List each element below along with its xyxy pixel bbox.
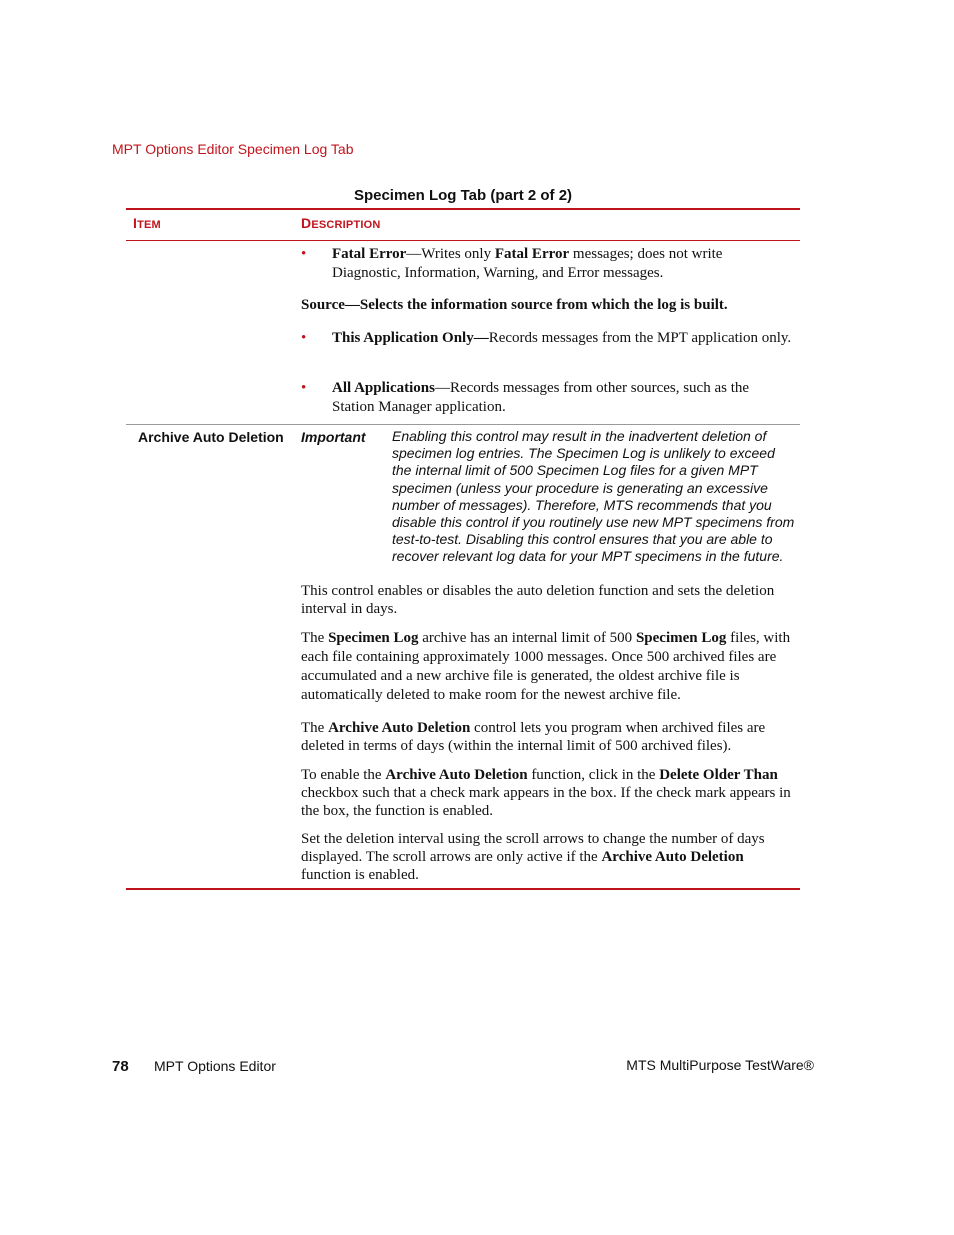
paragraph-archive-auto-deletion: The Archive Auto Deletion control lets you program when archived files are deleted in terms of days (within the internal limit of 500 archived files). (301, 720, 766, 754)
header-bottom-rule (126, 240, 800, 241)
list-item-all-applications: • All Applications—Records messages from other sources, such as the Station Manager application. (301, 380, 750, 415)
column-header-item: ITEM (133, 215, 161, 231)
page-number: 78 (112, 1058, 129, 1075)
footer-chapter: MPT Options Editor (154, 1058, 276, 1074)
bullet-icon: • (301, 246, 307, 262)
list-item-this-application-only: • This Application Only—Records messages from the MPT application only. (301, 330, 792, 346)
footer-product: MTS MultiPurpose TestWare® (626, 1057, 814, 1073)
bullet-icon: • (301, 380, 307, 396)
paragraph-deletion-interval: Set the deletion interval using the scroll arrows to change the number of days displayed. The scroll arrows are only active if the Archive Auto Deletion function is enabled. (301, 831, 765, 883)
paragraph-enable-steps: To enable the Archive Auto Deletion function, click in the Delete Older Than checkbox such that a check mark appears in the box. If the check mark appears in the box, the function is enabled. (301, 767, 791, 819)
paragraph-archive-limit: The Specimen Log archive has an internal limit of 500 Specimen Log files, with each file containing approximately 1000 messages. Once 500 archived files are accumulated and a new archive file is generated, the oldest archive file is automatically deleted to make room for the newest archive file. (301, 630, 791, 703)
table-bottom-rule (126, 888, 800, 890)
column-header-description: DESCRIPTION (301, 215, 381, 231)
row-divider (126, 424, 800, 425)
table-title: Specimen Log Tab (part 2 of 2) (353, 187, 573, 204)
important-note: Enabling this control may result in the inadvertent deletion of specimen log entries. The Specimen Log is unlikely to exceed the internal limit of 500 Specimen Log files for a given MPT specimen (unless your procedure is generating an excessive number of messages). Therefore, MTS recommends that you disable this control if you routinely use new MPT specimens from test-to-test. Disabling this control ensures that you are able to recover relevant log data for your MPT specimens in the future. (392, 428, 795, 565)
important-label: Important (301, 429, 366, 445)
source-heading: Source—Selects the information source from which the log is built. (301, 297, 728, 313)
list-item-fatal-error: • Fatal Error—Writes only Fatal Error messages; does not write Diagnostic, Information, Warning, and Error messages. (301, 246, 723, 281)
table-top-rule (126, 208, 800, 210)
section-reference: MPT Options Editor Specimen Log Tab (112, 141, 354, 157)
item-archive-auto-deletion: Archive Auto Deletion (138, 429, 284, 445)
bullet-icon: • (301, 330, 307, 346)
paragraph-enable-disable: This control enables or disables the auto deletion function and sets the deletion interval in days. (301, 583, 775, 617)
